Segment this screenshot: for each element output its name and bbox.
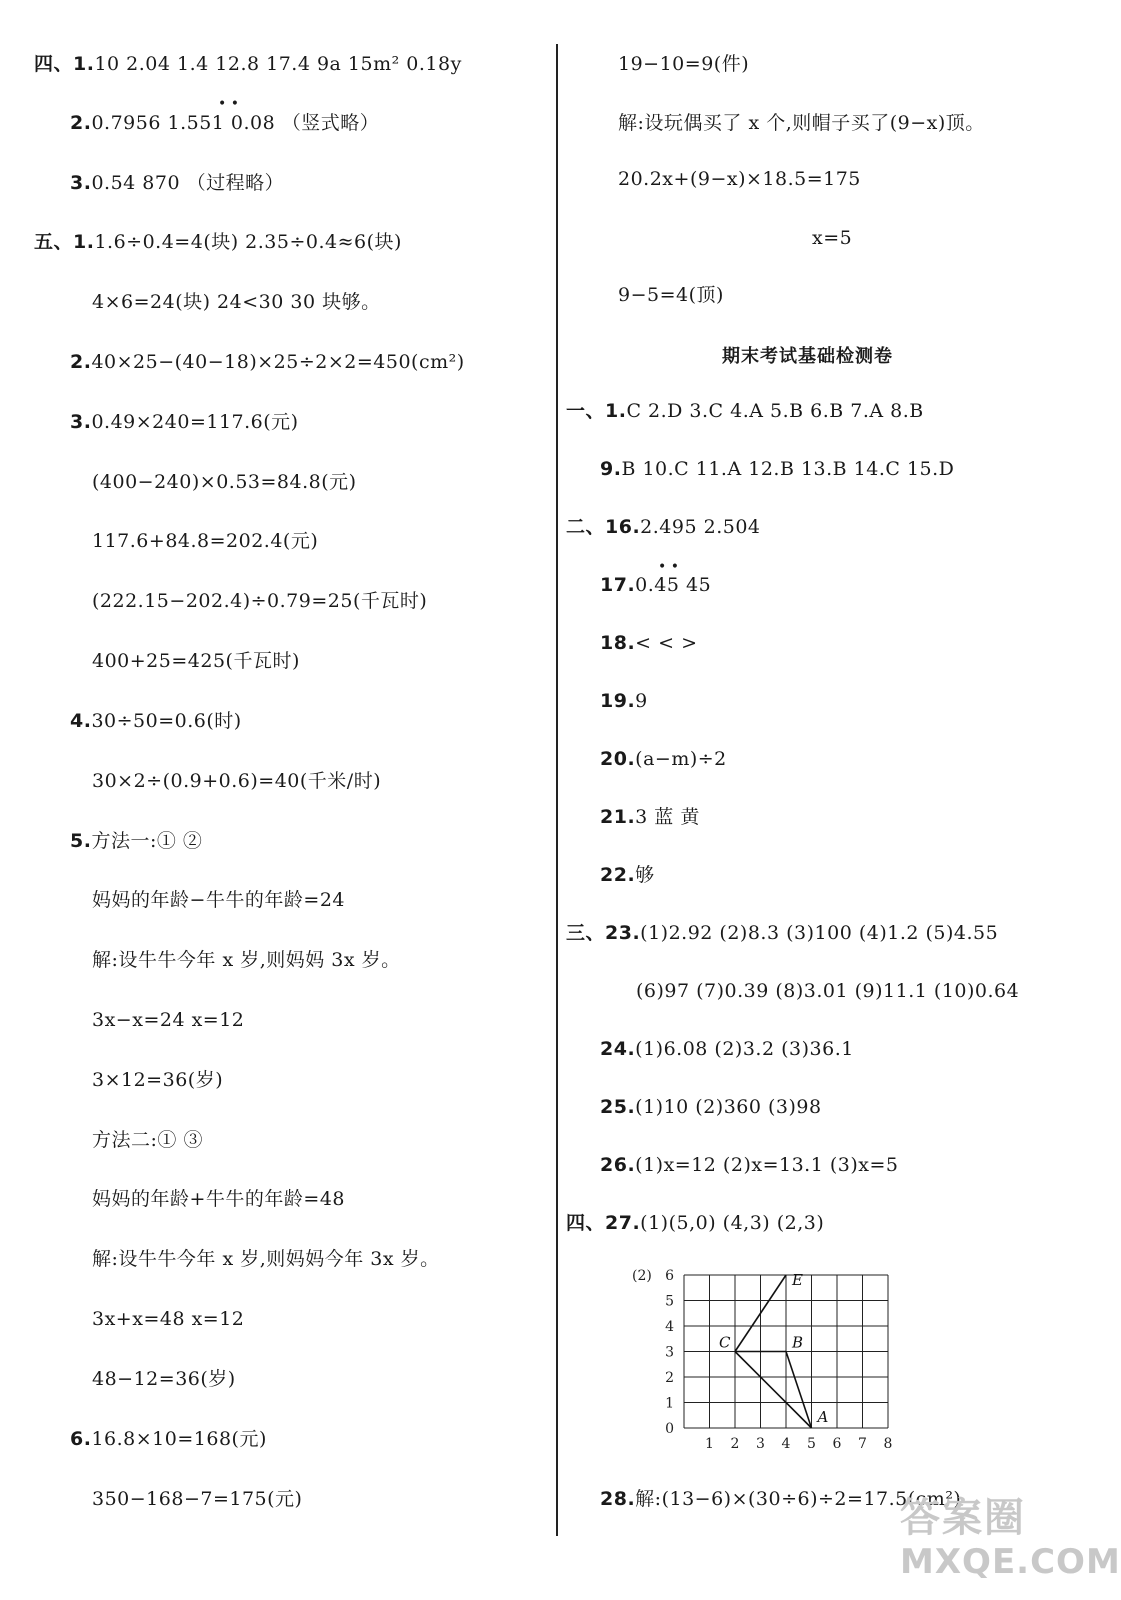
x-tick-label: 3 xyxy=(756,1436,765,1452)
figure-label: (2) xyxy=(632,1268,652,1284)
answer-line: 2.40×25−(40−18)×25÷2×2=450(cm²) xyxy=(70,351,465,373)
answer-line: 117.6+84.8=202.4(元) xyxy=(92,530,319,552)
y-tick-label: 6 xyxy=(665,1268,674,1284)
answer-line: 24.(1)6.08 (2)3.2 (3)36.1 xyxy=(600,1038,854,1060)
answer-line: 6.16.8×10=168(元) xyxy=(70,1428,267,1450)
answer-line: 一、1.C 2.D 3.C 4.A 5.B 6.B 7.A 8.B xyxy=(566,400,924,422)
answer-line: 方法二:① ③ xyxy=(92,1129,203,1151)
answer-line: 21.3 蓝 黄 xyxy=(600,806,700,828)
x-tick-label: 7 xyxy=(858,1436,867,1452)
section-heading: 期末考试基础检测卷 xyxy=(722,346,893,367)
x-tick-label: 2 xyxy=(730,1436,740,1452)
point-label: B xyxy=(792,1333,804,1352)
watermark-url: MXQE.COM xyxy=(900,1542,1121,1582)
x-tick-label: 8 xyxy=(883,1436,893,1452)
answer-line: 四、27.(1)(5,0) (4,3) (2,3) xyxy=(566,1212,825,1234)
answer-line: (222.15−202.4)÷0.79=25(千瓦时) xyxy=(92,590,428,612)
y-tick-label: 0 xyxy=(665,1421,674,1437)
watermark xyxy=(880,1486,1121,1594)
answer-line: 25.(1)10 (2)360 (3)98 xyxy=(600,1096,822,1118)
answer-line: 五、1.1.6÷0.4=4(块) 2.35÷0.4≈6(块) xyxy=(34,231,402,253)
x-tick-label: 1 xyxy=(705,1436,714,1452)
answer-line: 48−12=36(岁) xyxy=(92,1368,236,1390)
answer-line: 9.B 10.C 11.A 12.B 13.B 14.C 15.D xyxy=(600,458,955,480)
watermark-logo: 答案圈 xyxy=(900,1495,1026,1541)
x-tick-label: 4 xyxy=(781,1436,791,1452)
answer-line: 妈妈的年龄−牛牛的年龄=24 xyxy=(92,889,346,911)
answer-line: 4×6=24(块) 24<30 30 块够。 xyxy=(92,291,381,313)
answer-line: 26.(1)x=12 (2)x=13.1 (3)x=5 xyxy=(600,1154,899,1176)
point-label: A xyxy=(817,1408,829,1426)
answer-line: 二、16.2.495 2.504 xyxy=(566,516,761,538)
repeating-decimal-dot: • • xyxy=(218,96,239,112)
answer-line: 妈妈的年龄+牛牛的年龄=48 xyxy=(92,1188,346,1210)
answer-line: 解:设牛牛今年 x 岁,则妈妈 3x 岁。 xyxy=(92,949,401,971)
answer-line: 四、1.10 2.04 1.4 12.8 17.4 9a 15m² 0.18y xyxy=(34,53,462,75)
y-tick-label: 4 xyxy=(665,1319,674,1335)
y-tick-label: 1 xyxy=(665,1395,674,1412)
answer-line: 20.(a−m)÷2 xyxy=(600,748,727,770)
answer-line: 19−10=9(件) xyxy=(618,53,750,75)
answer-line: (6)97 (7)0.39 (8)3.01 (9)11.1 (10)0.64 xyxy=(636,980,1020,1002)
answer-line: 3x−x=24 x=12 xyxy=(92,1009,245,1031)
answer-line: 400+25=425(千瓦时) xyxy=(92,650,300,672)
answer-line: 22.够 xyxy=(600,864,655,886)
answer-line: 18.< < > xyxy=(600,632,698,654)
x-tick-label: 6 xyxy=(832,1436,842,1452)
x-tick-label: 5 xyxy=(807,1436,816,1452)
answer-line: 3.0.54 870 （过程略） xyxy=(70,172,285,194)
y-tick-label: 3 xyxy=(665,1344,674,1361)
column-divider xyxy=(556,44,558,1536)
answer-line: 350−168−7=175(元) xyxy=(92,1488,303,1510)
answer-line: (400−240)×0.53=84.8(元) xyxy=(92,471,357,493)
answer-line: 解:设牛牛今年 x 岁,则妈妈今年 3x 岁。 xyxy=(92,1248,440,1270)
answer-line: 4.30÷50=0.6(时) xyxy=(70,710,242,732)
answer-line: 2.0.7956 1.551 0.08 （竖式略） xyxy=(70,112,380,134)
answer-line: 19.9 xyxy=(600,690,648,712)
point-label: C xyxy=(719,1333,731,1352)
answer-line: 17.0.45 45 xyxy=(600,574,712,596)
repeating-decimal-dot: • • xyxy=(658,559,679,575)
answer-line: 28.解:(13−6)×(30÷6)÷2=17.5(cm²) xyxy=(600,1488,962,1510)
answer-line: 9−5=4(顶) xyxy=(618,284,724,306)
y-tick-label: 2 xyxy=(665,1370,674,1386)
point-label: E xyxy=(792,1271,803,1289)
answer-line: x=5 xyxy=(812,227,853,249)
answer-line: 5.方法一:① ② xyxy=(70,830,203,852)
answer-line: 30×2÷(0.9+0.6)=40(千米/时) xyxy=(92,770,382,792)
answer-line: 解:设玩偶买了 x 个,则帽子买了(9−x)顶。 xyxy=(618,112,985,134)
figure-edge xyxy=(786,1352,812,1429)
figure-edge xyxy=(735,1352,812,1429)
answer-line: 3×12=36(岁) xyxy=(92,1069,224,1091)
answer-line: 20.2x+(9−x)×18.5=175 xyxy=(618,168,861,190)
y-tick-label: 5 xyxy=(665,1293,674,1310)
answer-line: 三、23.(1)2.92 (2)8.3 (3)100 (4)1.2 (5)4.55 xyxy=(566,922,999,944)
answer-line: 3x+x=48 x=12 xyxy=(92,1308,245,1330)
coordinate-grid-figure xyxy=(630,1262,920,1462)
answer-line: 3.0.49×240=117.6(元) xyxy=(70,411,299,433)
